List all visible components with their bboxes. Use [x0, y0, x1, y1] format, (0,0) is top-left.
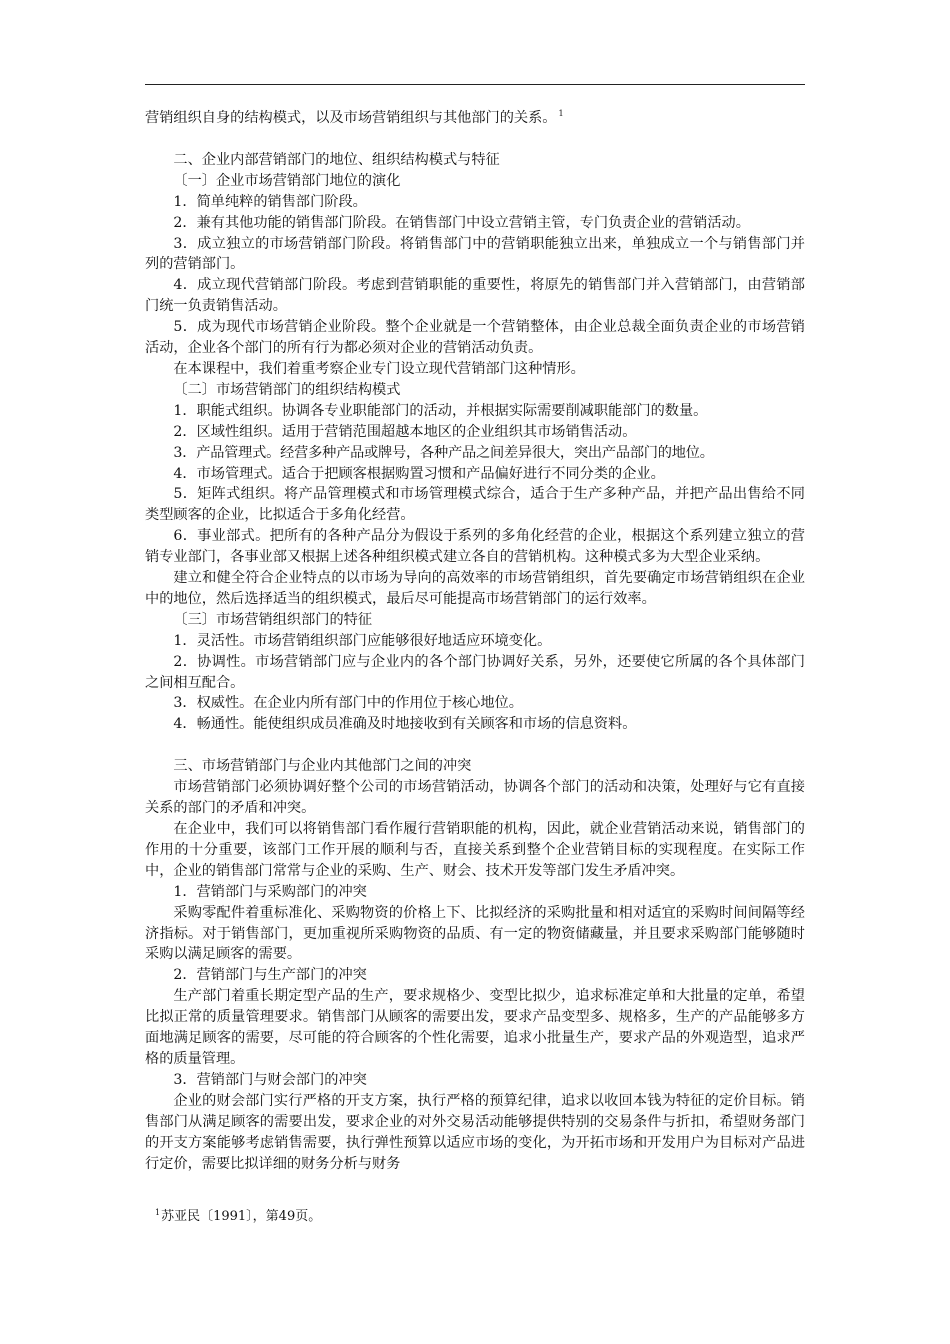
intro-paragraph	[145, 108, 805, 129]
list-item: 3．成立独立的市场营销部门阶段。将销售部门中的营销职能独立出来，单独成立一个与销售部门并列的营销部门。	[145, 235, 805, 273]
subsection-3-3-heading: 3．营销部门与财会部门的冲突	[173, 1071, 367, 1088]
paragraph: 在本课程中，我们着重考察企业专门设立现代营销部门这种情形。	[173, 360, 585, 377]
list-item: 4．畅通性。能使组织成员准确及时地接收到有关顾客和市场的信息资料。	[173, 716, 637, 733]
list-item: 3．产品管理式。经营多种产品或牌号，各种产品之间差异很大，突出产品部门的地位。	[173, 444, 714, 461]
section-2-heading: 二、企业内部营销部门的地位、组织结构模式与特征	[173, 151, 500, 168]
list-item: 1．职能式组织。协调各专业职能部门的活动，并根据实际需要削减职能部门的数量。	[173, 402, 708, 419]
footnote-text: 苏亚民〔1991〕，第49页。	[161, 1209, 322, 1224]
paragraph: 市场营销部门必须协调好整个公司的市场营销活动，协调各个部门的活动和决策，处理好与它有直接关系的部门的矛盾和冲突。	[145, 779, 805, 817]
header-rule	[145, 84, 805, 85]
footnote-reference[interactable]: 1	[558, 109, 564, 118]
list-item: 1．灵活性。市场营销组织部门应能够很好地适应环境变化。	[173, 632, 552, 649]
spacer	[145, 129, 805, 150]
document-body	[145, 108, 805, 1174]
paragraph: 采购零配件着重标准化、采购物资的价格上下、比拟经济的采购批量和相对适宜的采购时间间隔等经济指标。对于销售部门，更加重视所采购物资的品质、有一定的物资储藏量，并且要求采购部门能够随时采购以满足顾客的需要。	[145, 904, 805, 963]
paragraph: 企业的财会部门实行严格的开支方案，执行严格的预算纪律，追求以收回本钱为特征的定价目标。销售部门从满足顾客的需要出发，要求企业的对外交易活动能够提供特别的交易条件与折扣，希望财务部门的开支方案能够考虑销售需要，执行弹性预算以适应市场的变化，为开拓市场和开发用户为目标对产品进行定价，需要比拟详细的财务分析与财务	[145, 1092, 805, 1172]
subsection-3-2-heading: 2．营销部门与生产部门的冲突	[173, 967, 367, 984]
list-item: 6．事业部式。把所有的各种产品分为假设于系列的多角化经营的企业，根据这个系列建立独立的营销专业部门，各事业部又根据上述各种组织模式建立各自的营销机构。这种模式多为大型企业采纳。	[145, 528, 805, 566]
paragraph: 建立和健全符合企业特点的以市场为导向的高效率的市场营销组织，首先要确定市场营销组织在企业中的地位，然后选择适当的组织模式，最后尽可能提高市场营销部门的运行效率。	[145, 570, 805, 607]
list-item: 2．兼有其他功能的销售部门阶段。在销售部门中设立营销主管，专门负责企业的营销活动。	[173, 214, 750, 231]
spacer	[145, 735, 805, 756]
list-item: 2．区域性组织。适用于营销范围超越本地区的企业组织其市场销售活动。	[173, 423, 637, 440]
list-item: 5．矩阵式组织。将产品管理模式和市场管理模式综合，适合于生产多种产品，并把产品出售给不同类型顾客的企业，比拟适合于多角化经营。	[145, 486, 805, 524]
intro-text: 营销组织自身的结构模式，以及市场营销组织与其他部门的关系。	[145, 110, 557, 126]
footnote-mark: 1	[155, 1208, 161, 1217]
subsection-2-1-heading: 〔一〕企业市场营销部门地位的演化	[173, 172, 401, 189]
list-item: 3．权威性。在企业内所有部门中的作用位于核心地位。	[173, 695, 523, 712]
footnote	[145, 1208, 321, 1226]
subsection-2-2-heading: 〔二〕市场营销部门的组织结构模式	[173, 381, 401, 398]
list-item: 1．简单纯粹的销售部门阶段。	[173, 193, 367, 210]
list-item: 5．成为现代市场营销企业阶段。整个企业就是一个营销整体，由企业总裁全面负责企业的市场营销活动，企业各个部门的所有行为都必须对企业的营销活动负责。	[145, 319, 805, 357]
paragraph: 在企业中，我们可以将销售部门看作履行营销职能的机构，因此，就企业营销活动来说，销售部门的作用的十分重要，该部门工作开展的顺利与否，直接关系到整个企业营销目标的实现程度。在实际工作中，企业的销售部门常常与企业的采购、生产、财会、技术开发等部门发生矛盾冲突。	[145, 821, 805, 879]
paragraph: 生产部门着重长期定型产品的生产，要求规格少、变型比拟少，追求标准定单和大批量的定单，希望比拟正常的质量管理要求。销售部门从顾客的需要出发，要求产品变型多、规格多，生产的产品能够多方面地满足顾客的需要，尽可能的符合顾客的个性化需要，追求小批量生产，要求产品的外观造型，追求严格的质量管理。	[145, 988, 805, 1067]
list-item: 2．协调性。市场营销部门应与企业内的各个部门协调好关系，另外，还要使它所属的各个具体部门之间相互配合。	[145, 653, 805, 691]
subsection-2-3-heading: 〔三〕市场营销组织部门的特征	[173, 611, 373, 628]
section-3-heading: 三、市场营销部门与企业内其他部门之间的冲突	[173, 758, 472, 775]
list-item: 4．成立现代营销部门阶段。考虑到营销职能的重要性，将原先的销售部门并入营销部门，由营销部门统一负责销售活动。	[145, 277, 805, 315]
list-item: 4．市场管理式。适合于把顾客根据购置习惯和产品偏好进行不同分类的企业。	[173, 465, 665, 482]
subsection-3-1-heading: 1．营销部门与采购部门的冲突	[173, 883, 367, 900]
